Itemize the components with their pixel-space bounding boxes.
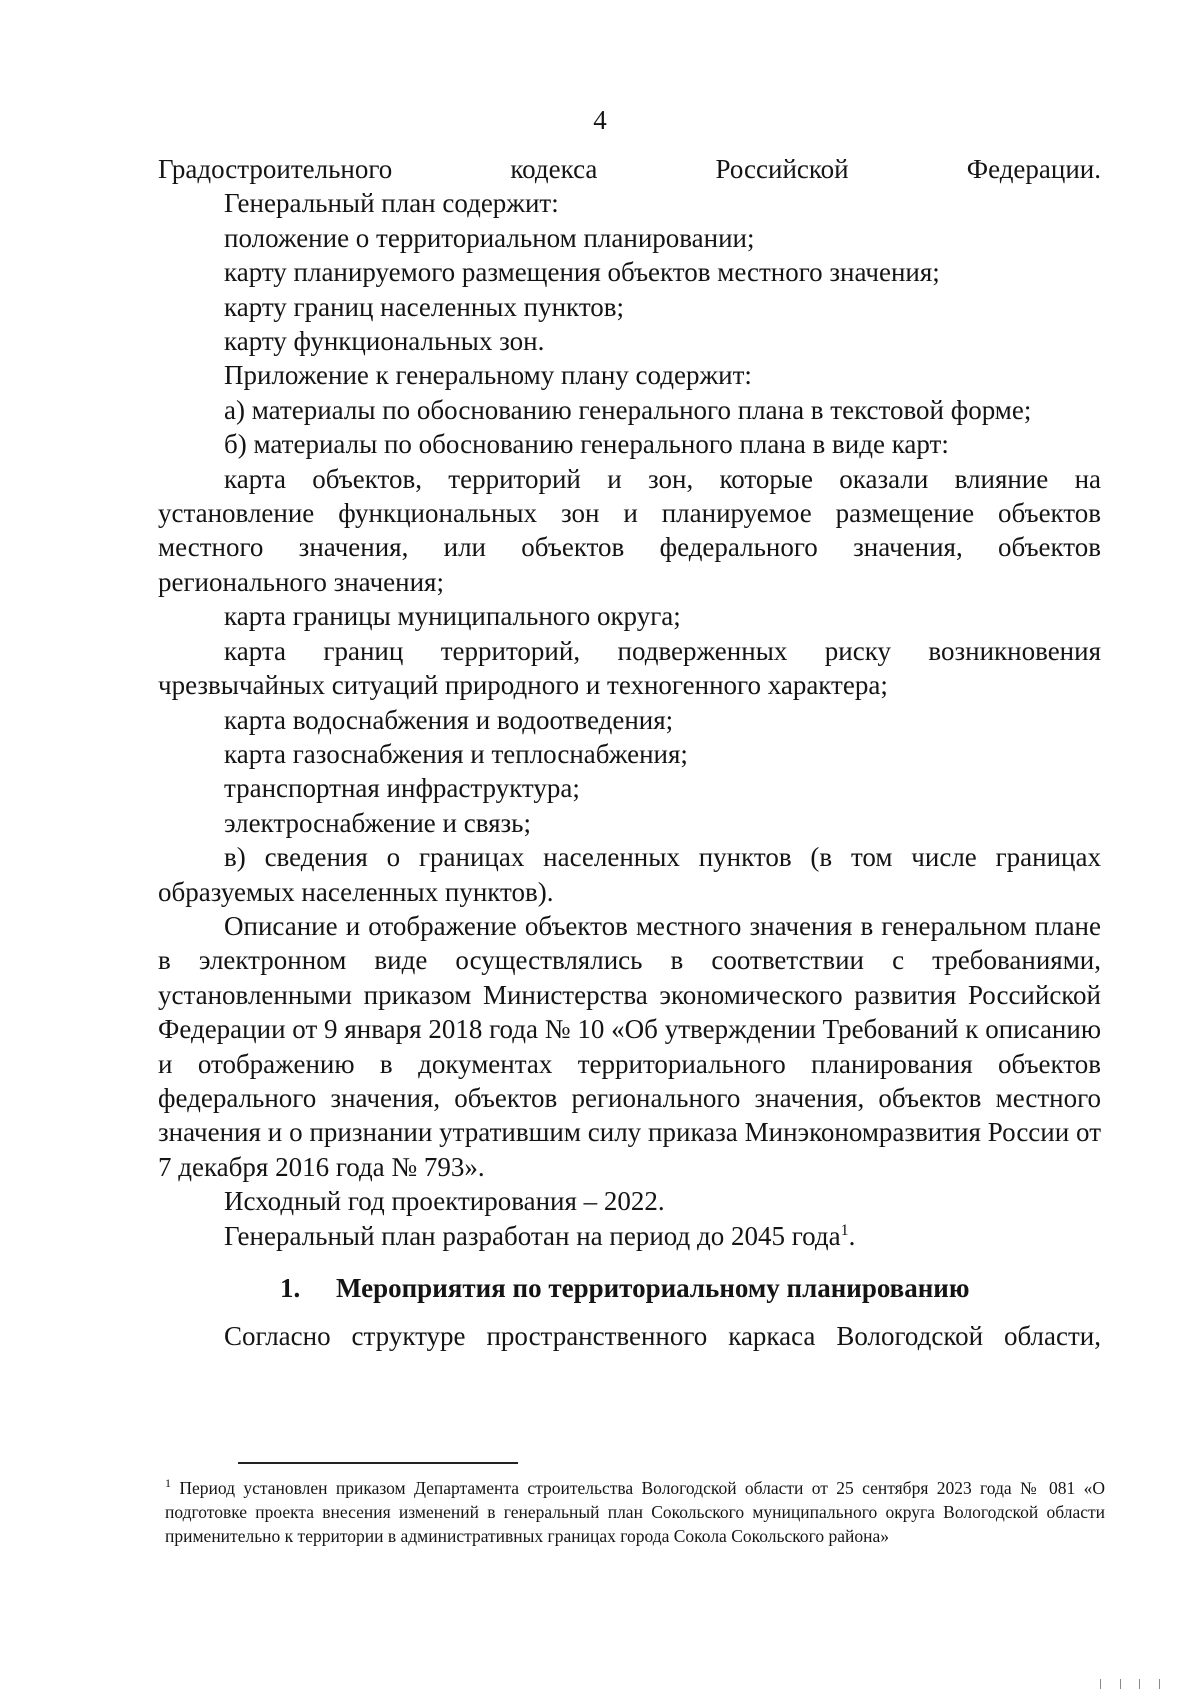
paragraph: б) материалы по обоснованию генерального плана в виде карт: — [224, 429, 949, 460]
section-number: 1. — [280, 1273, 301, 1303]
paragraph: карта водоснабжения и водоотведения; — [224, 704, 674, 735]
paragraph: транспортная инфраструктура; — [224, 773, 580, 804]
paragraph-list — [158, 152, 1101, 1219]
paragraph: Генеральный план содержит: — [224, 188, 559, 219]
footnote — [165, 1476, 1105, 1548]
paragraph: карта границ территорий, подверженных риску возникновения чрезвычайных ситуаций природного и техногенного характера; — [158, 635, 1101, 701]
section-title: Мероприятия по территориальному планированию — [336, 1273, 970, 1303]
scan-artifact-marks — [1100, 1679, 1160, 1689]
plan-period-end: . — [848, 1220, 856, 1251]
body-text — [158, 152, 1101, 1354]
paragraph: Исходный год проектирования – 2022. — [224, 1186, 665, 1217]
plan-period-text: Генеральный план разработан на период до 2045 года — [224, 1220, 841, 1251]
paragraph: карта объектов, территорий и зон, которые оказали влияние на установление функциональных зон и планируемое размещение объектов местного значения, или объектов федерального значения, объектов регионального значения; — [158, 463, 1101, 597]
paragraph: карта границы муниципального округа; — [224, 601, 681, 632]
footnote-reference[interactable]: 1 — [840, 1221, 849, 1239]
footnote-text: Период установлен приказом Департамента строительства Вологодской области от 25 сентября 2023 года № 081 «О подготовке проекта внесения изменений в генеральный план Сокольского муниципального округа Вологодской области применительно к территории в административных границах города Сокола Сокольского района» — [165, 1478, 1105, 1546]
paragraph: карту планируемого размещения объектов местного значения; — [224, 257, 940, 288]
paragraph: карта газоснабжения и теплоснабжения; — [224, 738, 688, 769]
paragraph: положение о территориальном планировании; — [224, 222, 755, 253]
closing-paragraph: Согласно структуре пространственного каркаса Вологодской области, — [224, 1321, 1101, 1352]
paragraph: карту границ населенных пунктов; — [224, 291, 625, 322]
section-heading — [158, 1271, 1101, 1305]
paragraph: электроснабжение и связь; — [224, 807, 531, 838]
page-number: 4 — [593, 105, 607, 135]
paragraph: Градостроительного кодекса Российской Федерации. — [158, 154, 1101, 184]
paragraph: карту функциональных зон. — [224, 326, 545, 357]
footnote-separator — [238, 1462, 518, 1464]
paragraph: а) материалы по обоснованию генерального плана в текстовой форме; — [224, 394, 1032, 425]
plan-period-paragraph — [158, 1219, 1101, 1253]
paragraph: Описание и отображение объектов местного значения в генеральном плане в электронном виде осуществлялись в соответствии с требованиями, установленными приказом Министерства экономического развития Российской Федерации от 9 января 2018 года № 10 «Об утверждении Требований к описанию и отображению в документах территориального планирования объектов федерального значения, объектов регионального значения, объектов местного значения и о признании утратившим силу приказа Минэкономразвития России от 7 декабря 2016 года № 793». — [158, 910, 1101, 1182]
paragraph: Приложение к генеральному плану содержит: — [224, 360, 752, 391]
footnote-marker: 1 — [165, 1476, 171, 1491]
paragraph: в) сведения о границах населенных пунктов (в том числе границах образуемых населенных пунктов). — [158, 842, 1101, 907]
